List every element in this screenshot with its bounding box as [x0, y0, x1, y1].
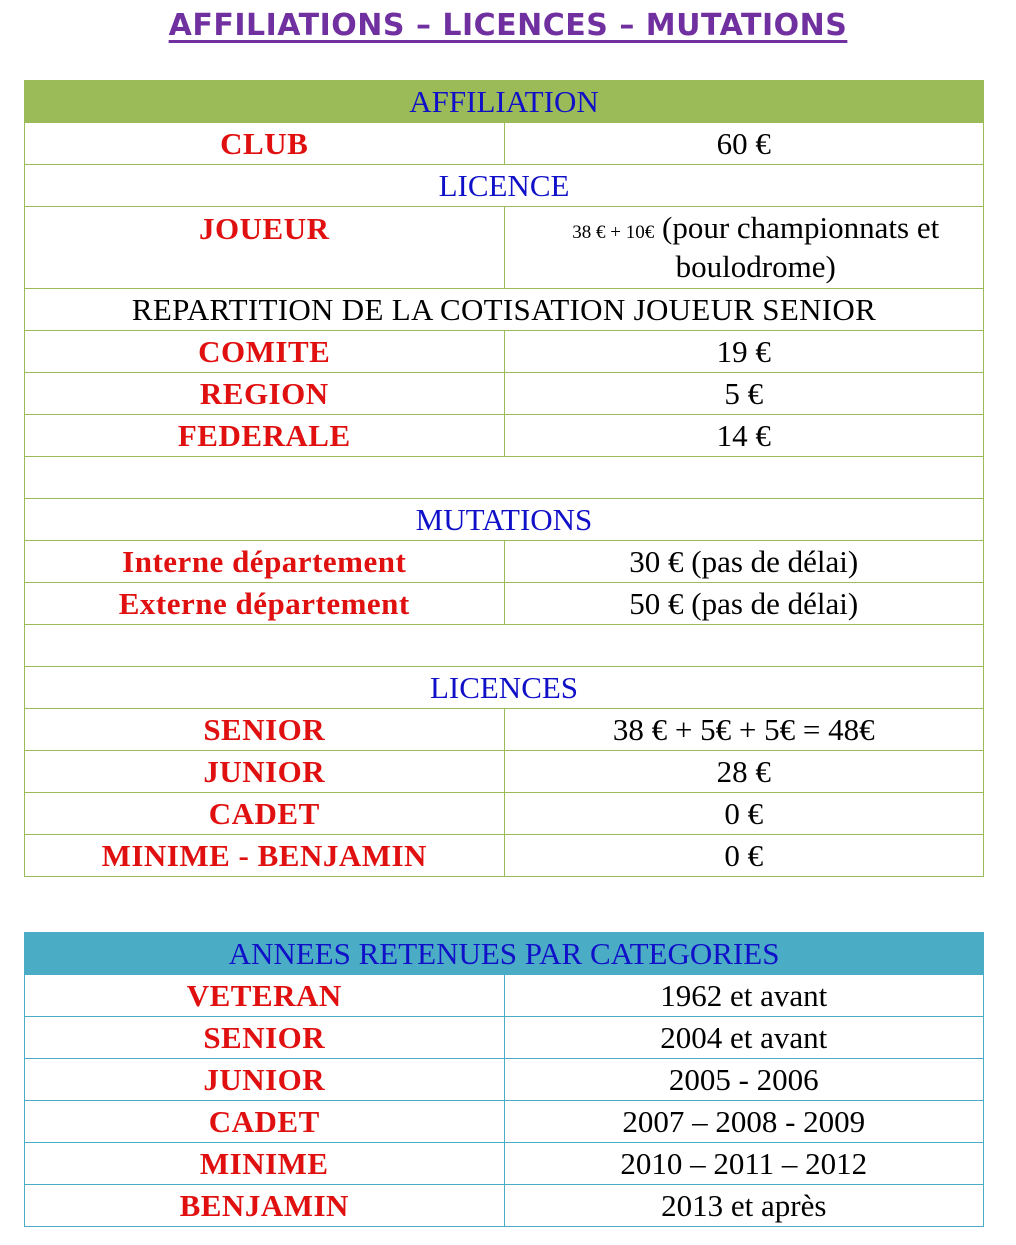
mutations-header: MUTATIONS [25, 499, 984, 541]
table-row [25, 583, 984, 625]
senior-value: 38 € + 5€ + 5€ = 48€ [504, 709, 984, 751]
repartition-header-row [25, 289, 984, 331]
table-row [25, 207, 984, 289]
licence-header: LICENCE [25, 165, 984, 207]
region-label: REGION [25, 373, 505, 415]
licences-header: LICENCES [25, 667, 984, 709]
empty-cell [25, 457, 984, 499]
table-row [25, 793, 984, 835]
benjamin-label: BENJAMIN [25, 1185, 505, 1227]
table-row [25, 1101, 984, 1143]
comite-label: COMITE [25, 331, 505, 373]
table-row [25, 1143, 984, 1185]
empty-cell [25, 625, 984, 667]
table-row [25, 541, 984, 583]
interne-label: Interne département [25, 541, 505, 583]
table-row [25, 415, 984, 457]
junior-label: JUNIOR [25, 1059, 505, 1101]
minime-benjamin-label: MINIME - BENJAMIN [25, 835, 505, 877]
joueur-value [504, 207, 984, 289]
club-label: CLUB [25, 123, 505, 165]
senior-label: SENIOR [25, 1017, 505, 1059]
affiliation-header: AFFILIATION [25, 81, 984, 123]
externe-value: 50 € (pas de délai) [504, 583, 984, 625]
comite-value: 19 € [504, 331, 984, 373]
externe-label: Externe département [25, 583, 505, 625]
table-row [25, 975, 984, 1017]
senior-label: SENIOR [25, 709, 505, 751]
table-row [25, 331, 984, 373]
cadet-value: 0 € [504, 793, 984, 835]
table-row [25, 373, 984, 415]
minime-benjamin-value: 0 € [504, 835, 984, 877]
cadet-value: 2007 – 2008 - 2009 [504, 1101, 984, 1143]
junior-label: JUNIOR [25, 751, 505, 793]
page-title: AFFILIATIONS – LICENCES – MUTATIONS [168, 8, 848, 43]
licence-header-row [25, 165, 984, 207]
joueur-value-note: (pour championnats et boulodrome) [662, 210, 940, 284]
joueur-label: JOUEUR [25, 207, 505, 289]
table-row [25, 751, 984, 793]
junior-value: 28 € [504, 751, 984, 793]
table-row [25, 709, 984, 751]
repartition-header: REPARTITION DE LA COTISATION JOUEUR SENIOR [25, 289, 984, 331]
empty-row [25, 457, 984, 499]
table-row [25, 1059, 984, 1101]
veteran-label: VETERAN [25, 975, 505, 1017]
joueur-value-amount: 38 € + 10€ [572, 222, 655, 243]
categories-header-row [25, 933, 984, 975]
minime-label: MINIME [25, 1143, 505, 1185]
region-value: 5 € [504, 373, 984, 415]
veteran-value: 1962 et avant [504, 975, 984, 1017]
cadet-label: CADET [25, 1101, 505, 1143]
mutations-header-row [25, 499, 984, 541]
table-row [25, 835, 984, 877]
categories-header: ANNEES RETENUES PAR CATEGORIES [25, 933, 984, 975]
licences-header-row [25, 667, 984, 709]
interne-value: 30 € (pas de délai) [504, 541, 984, 583]
junior-value: 2005 - 2006 [504, 1059, 984, 1101]
federale-value: 14 € [504, 415, 984, 457]
categories-table [24, 932, 984, 1227]
empty-row [25, 625, 984, 667]
table-row [25, 1185, 984, 1227]
club-value: 60 € [504, 123, 984, 165]
affiliation-header-row [25, 81, 984, 123]
table-row [25, 123, 984, 165]
cadet-label: CADET [25, 793, 505, 835]
senior-value: 2004 et avant [504, 1017, 984, 1059]
table-row [25, 1017, 984, 1059]
federale-label: FEDERALE [25, 415, 505, 457]
benjamin-value: 2013 et après [504, 1185, 984, 1227]
fees-table [24, 80, 984, 877]
minime-value: 2010 – 2011 – 2012 [504, 1143, 984, 1185]
